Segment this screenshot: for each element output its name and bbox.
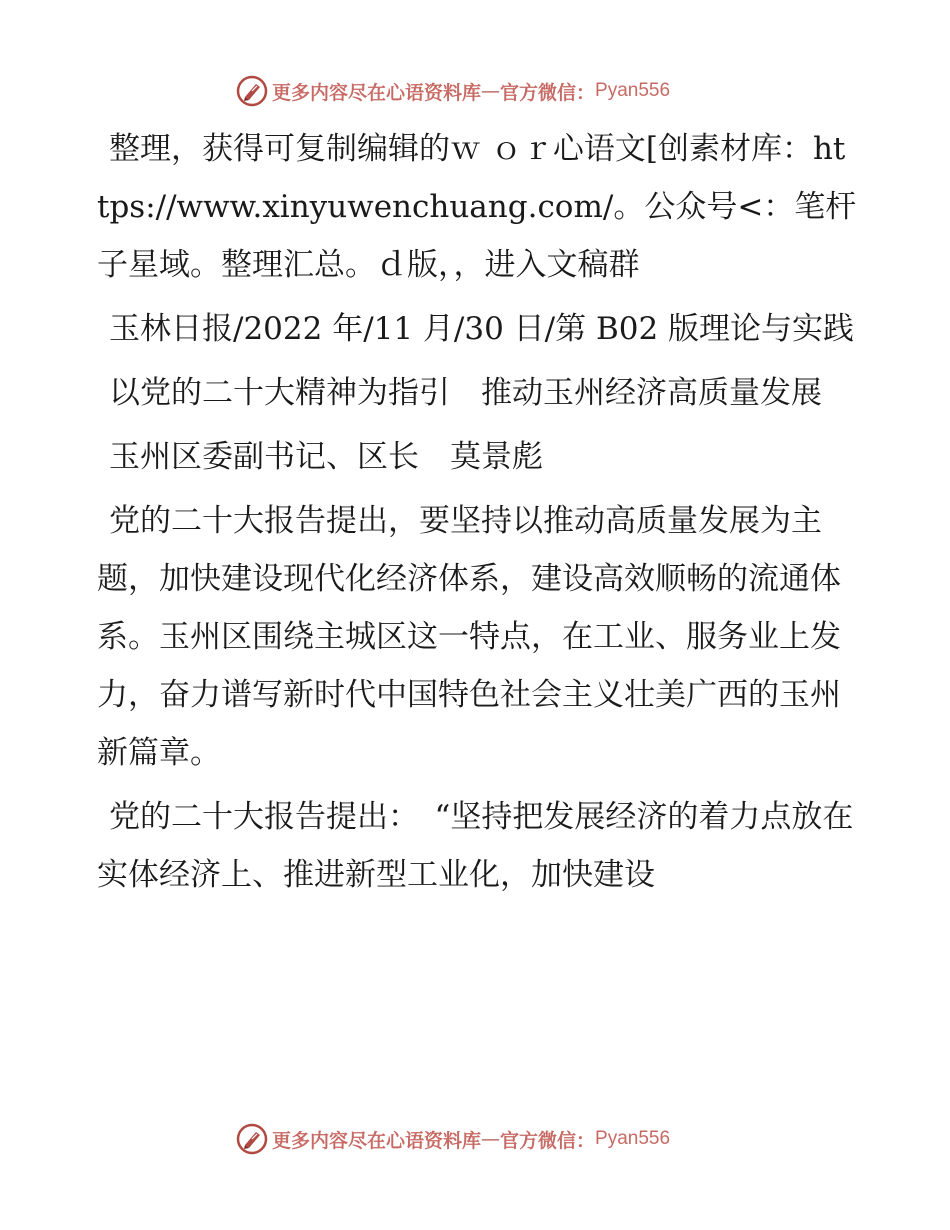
paragraph-source-note: 整理，获得可复制编辑的ｗ ｏｒ心语文[创素材库：https://www.xinyuwenchuang.com/。公众号<：笔杆子星域。整理汇总。ｄ版，，进入文稿群: [97, 131, 857, 283]
banner-separator: —: [481, 80, 501, 102]
banner-wechat-id: Pyan556: [595, 80, 671, 101]
paragraph-publication-info: 玉林日报/2022 年/11 月/30 日/第 B02 版理论与实践: [109, 311, 855, 347]
paragraph-body-1: 党的二十大报告提出，要坚持以推动高质量发展为主题，加快建设现代化经济体系，建设高效顺畅的流通体系。玉州区围绕主城区这一特点，在工业、服务业上发力，奋力谱写新时代中国特色社会主义壮美广西的玉州新篇章。: [97, 503, 841, 771]
banner-wechat-id: Pyan556: [595, 1128, 671, 1149]
paragraph-body-2: 党的二十大报告提出： “坚持把发展经济的着力点放在实体经济上、推进新型工业化，加快建设: [97, 799, 854, 893]
pen-logo-icon: [236, 1123, 268, 1155]
banner-wechat-label: 官方微信：: [500, 1129, 596, 1152]
banner-text: 更多内容尽在心语资料库: [272, 81, 482, 104]
document-body: [97, 120, 857, 910]
article-author: 玉州区委副书记、区长 莫景彪: [109, 439, 543, 475]
pen-logo-icon: [236, 75, 268, 107]
banner-separator: —: [481, 1128, 501, 1150]
banner-wechat-label: 官方微信：: [500, 81, 596, 104]
banner-text: 更多内容尽在心语资料库: [272, 1129, 482, 1152]
header-banner: [236, 74, 756, 108]
footer-banner: [236, 1122, 756, 1156]
article-title: 以党的二十大精神为指引 推动玉州经济高质量发展: [109, 375, 822, 411]
